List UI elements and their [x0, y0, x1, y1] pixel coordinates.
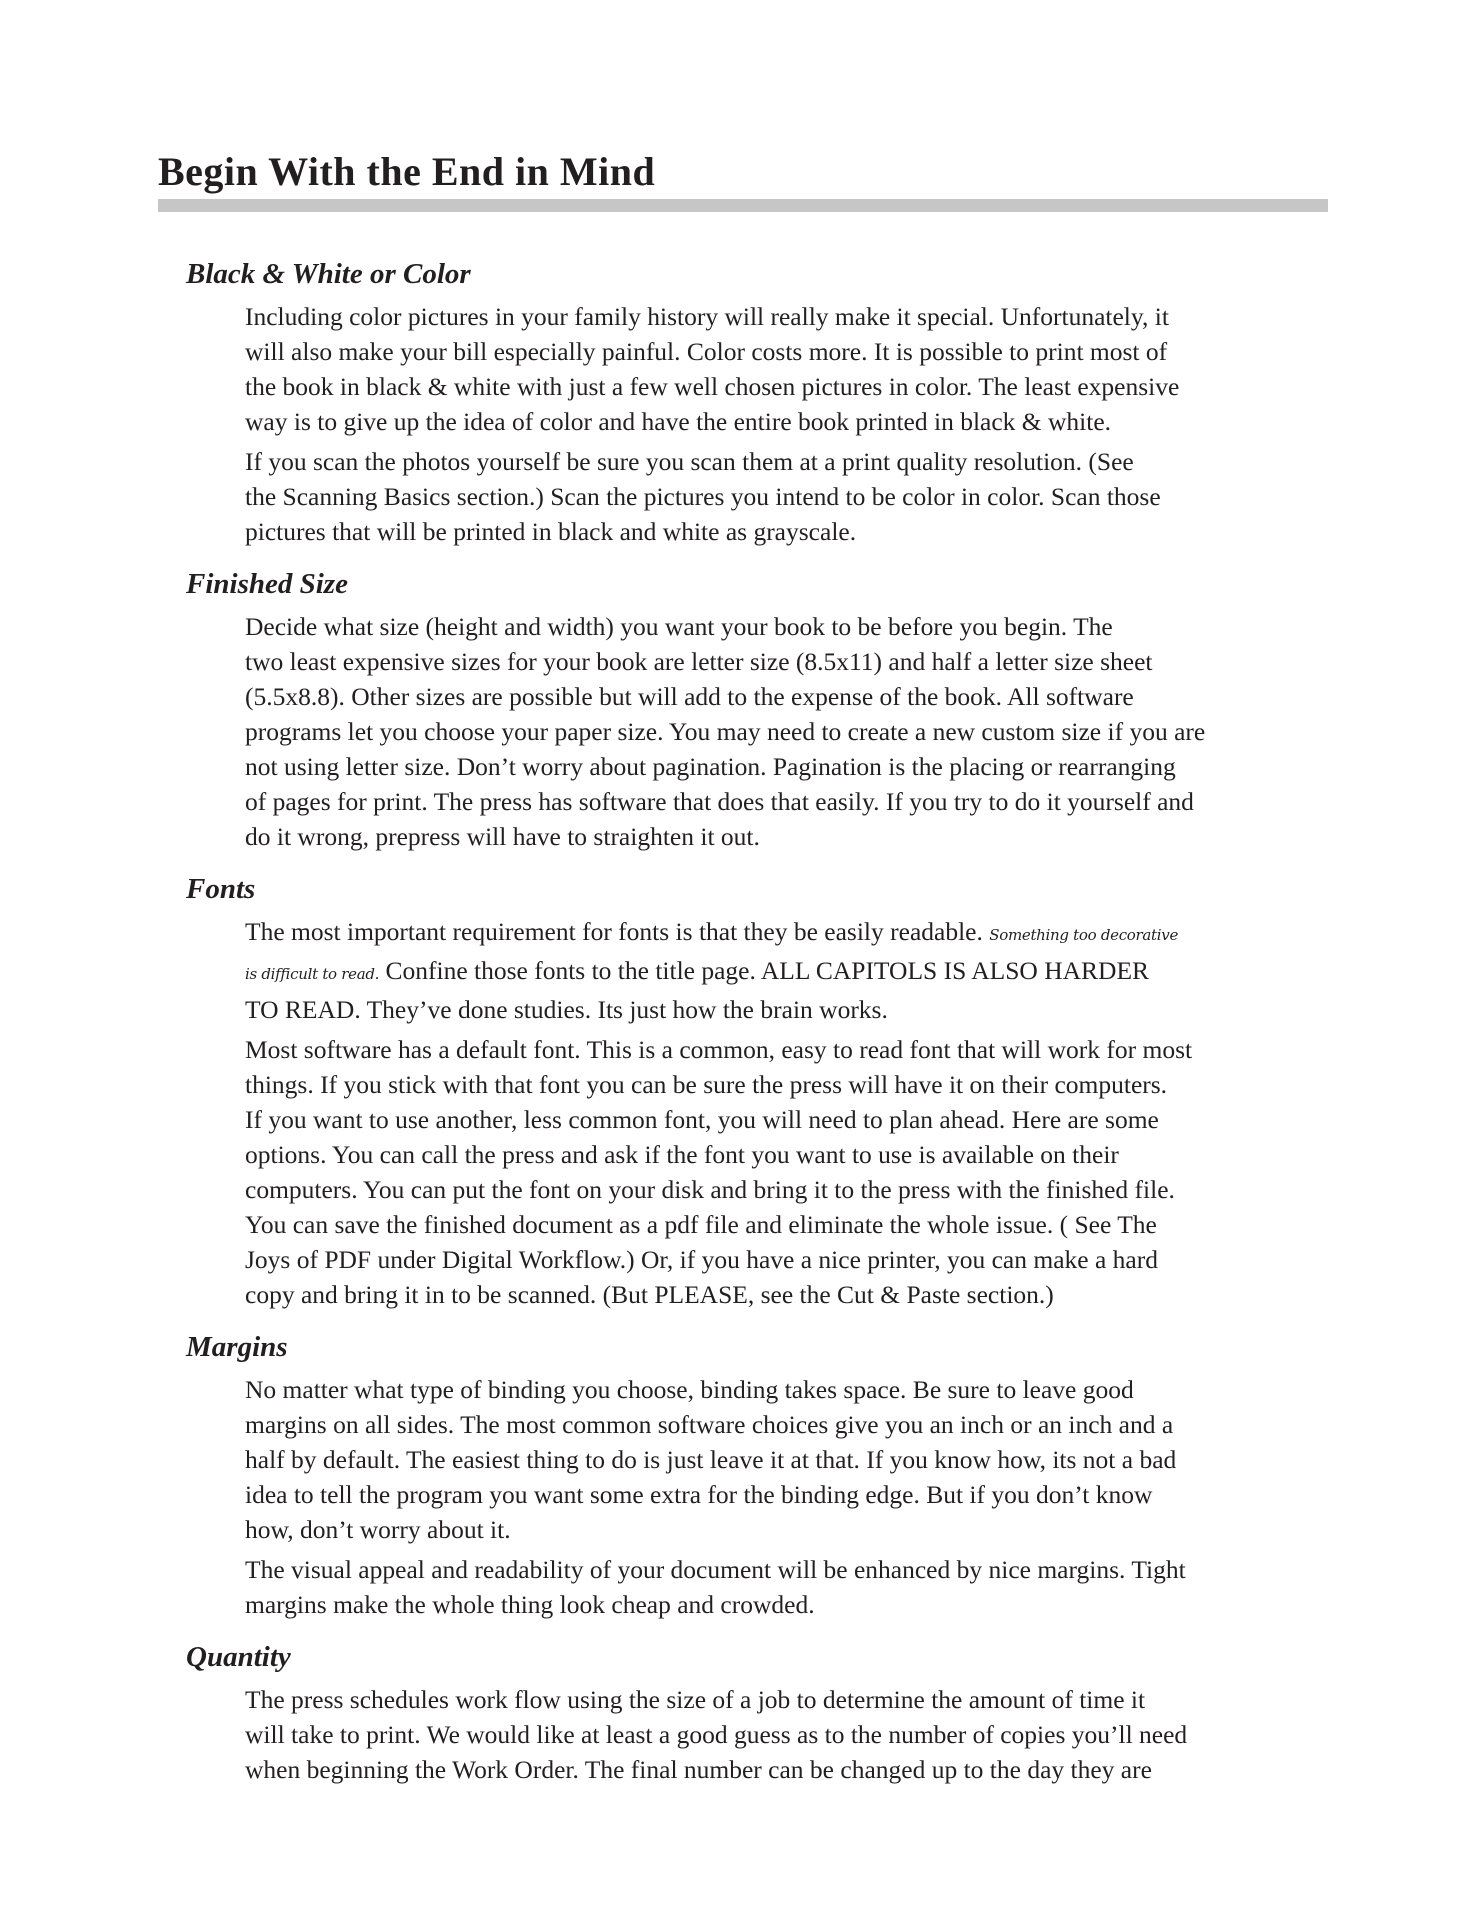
text-line: computers. You can put the font on your disk and bring it to the press with the finished file. — [245, 1175, 1175, 1204]
section-heading: Finished Size — [186, 568, 348, 600]
text-line: how, don’t worry about it. — [245, 1515, 511, 1544]
section-heading: Margins — [186, 1331, 288, 1363]
text-line: two least expensive sizes for your book are letter size (8.5x11) and half a letter size sheet — [245, 647, 1153, 676]
text-line: programs let you choose your paper size. You may need to create a new custom size if you are — [245, 717, 1206, 746]
paragraph — [245, 1372, 1336, 1547]
text-line: (5.5x8.8). Other sizes are possible but will add to the expense of the book. All software — [245, 682, 1134, 711]
title-rule — [158, 199, 1328, 212]
text-line: of pages for print. The press has software that does that easily. If you try to do it yourself and — [245, 787, 1194, 816]
decorative-text-sample: Something too decorative — [989, 926, 1179, 944]
text-line: Joys of PDF under Digital Workflow.) Or, if you have a nice printer, you can make a hard — [245, 1245, 1158, 1274]
text-line — [245, 953, 1336, 992]
text-line: way is to give up the idea of color and have the entire book printed in black & white. — [245, 407, 1112, 436]
text-line: Most software has a default font. This is a common, easy to read font that will work for most — [245, 1035, 1193, 1064]
text-line: TO READ. They’ve done studies. Its just how the brain works. — [245, 995, 888, 1024]
text-line: The press schedules work flow using the size of a job to determine the amount of time it — [245, 1685, 1146, 1714]
paragraph — [245, 609, 1336, 854]
text-line: The visual appeal and readability of your document will be enhanced by nice margins. Tight — [245, 1555, 1186, 1584]
text-line: margins on all sides. The most common software choices give you an inch or an inch and a — [245, 1410, 1174, 1439]
section-heading: Fonts — [186, 873, 256, 905]
text: Confine those fonts to the title page. ALL CAPITOLS IS ALSO HARDER — [385, 956, 1150, 985]
text-line: If you want to use another, less common font, you will need to plan ahead. Here are some — [245, 1105, 1159, 1134]
text-line: copy and bring it in to be scanned. (But PLEASE, see the Cut & Paste section.) — [245, 1280, 1054, 1309]
text-line: do it wrong, prepress will have to straighten it out. — [245, 822, 760, 851]
paragraph — [245, 444, 1336, 549]
section — [186, 564, 1336, 854]
section — [186, 1327, 1336, 1622]
text-line: Including color pictures in your family history will really make it special. Unfortunately, it — [245, 302, 1169, 331]
text-line: margins make the whole thing look cheap and crowded. — [245, 1590, 815, 1619]
section-heading: Quantity — [186, 1641, 291, 1673]
section-heading: Black & White or Color — [186, 258, 471, 290]
text-line: options. You can call the press and ask if the font you want to use is available on their — [245, 1140, 1119, 1169]
text-line: No matter what type of binding you choose, binding takes space. Be sure to leave good — [245, 1375, 1134, 1404]
text-line — [245, 914, 1336, 953]
section — [186, 869, 1336, 1312]
paragraph — [245, 914, 1336, 1027]
text-line: idea to tell the program you want some extra for the binding edge. But if you don’t know — [245, 1480, 1153, 1509]
text-line: the book in black & white with just a few well chosen pictures in color. The least expensive — [245, 372, 1180, 401]
paragraph — [245, 1552, 1336, 1622]
section — [186, 1637, 1336, 1787]
text-line: things. If you stick with that font you can be sure the press will have it on their computers. — [245, 1070, 1168, 1099]
text: The most important requirement for fonts is that they be easily readable. — [245, 917, 983, 946]
paragraph — [245, 299, 1336, 439]
text-line: when beginning the Work Order. The final number can be changed up to the day they are — [245, 1755, 1152, 1784]
page-title: Begin With the End in Mind — [158, 149, 656, 194]
text-line: Decide what size (height and width) you want your book to be before you begin. The — [245, 612, 1113, 641]
text-line: the Scanning Basics section.) Scan the pictures you intend to be color in color. Scan those — [245, 482, 1161, 511]
section — [186, 254, 1336, 549]
text-line: You can save the finished document as a pdf file and eliminate the whole issue. ( See The — [245, 1210, 1157, 1239]
text-line: not using letter size. Don’t worry about pagination. Pagination is the placing or rearranging — [245, 752, 1176, 781]
document-body — [186, 254, 1336, 1787]
text-line: will also make your bill especially painful. Color costs more. It is possible to print most of — [245, 337, 1168, 366]
paragraph — [245, 1032, 1336, 1312]
text-line: will take to print. We would like at least a good guess as to the number of copies you’ll need — [245, 1720, 1188, 1749]
decorative-text-sample: is difficult to read. — [245, 965, 380, 983]
paragraph — [245, 1682, 1336, 1787]
text-line: half by default. The easiest thing to do is just leave it at that. If you know how, its not a bad — [245, 1445, 1177, 1474]
text-line: pictures that will be printed in black and white as grayscale. — [245, 517, 857, 546]
text-line: If you scan the photos yourself be sure you scan them at a print quality resolution. (See — [245, 447, 1134, 476]
